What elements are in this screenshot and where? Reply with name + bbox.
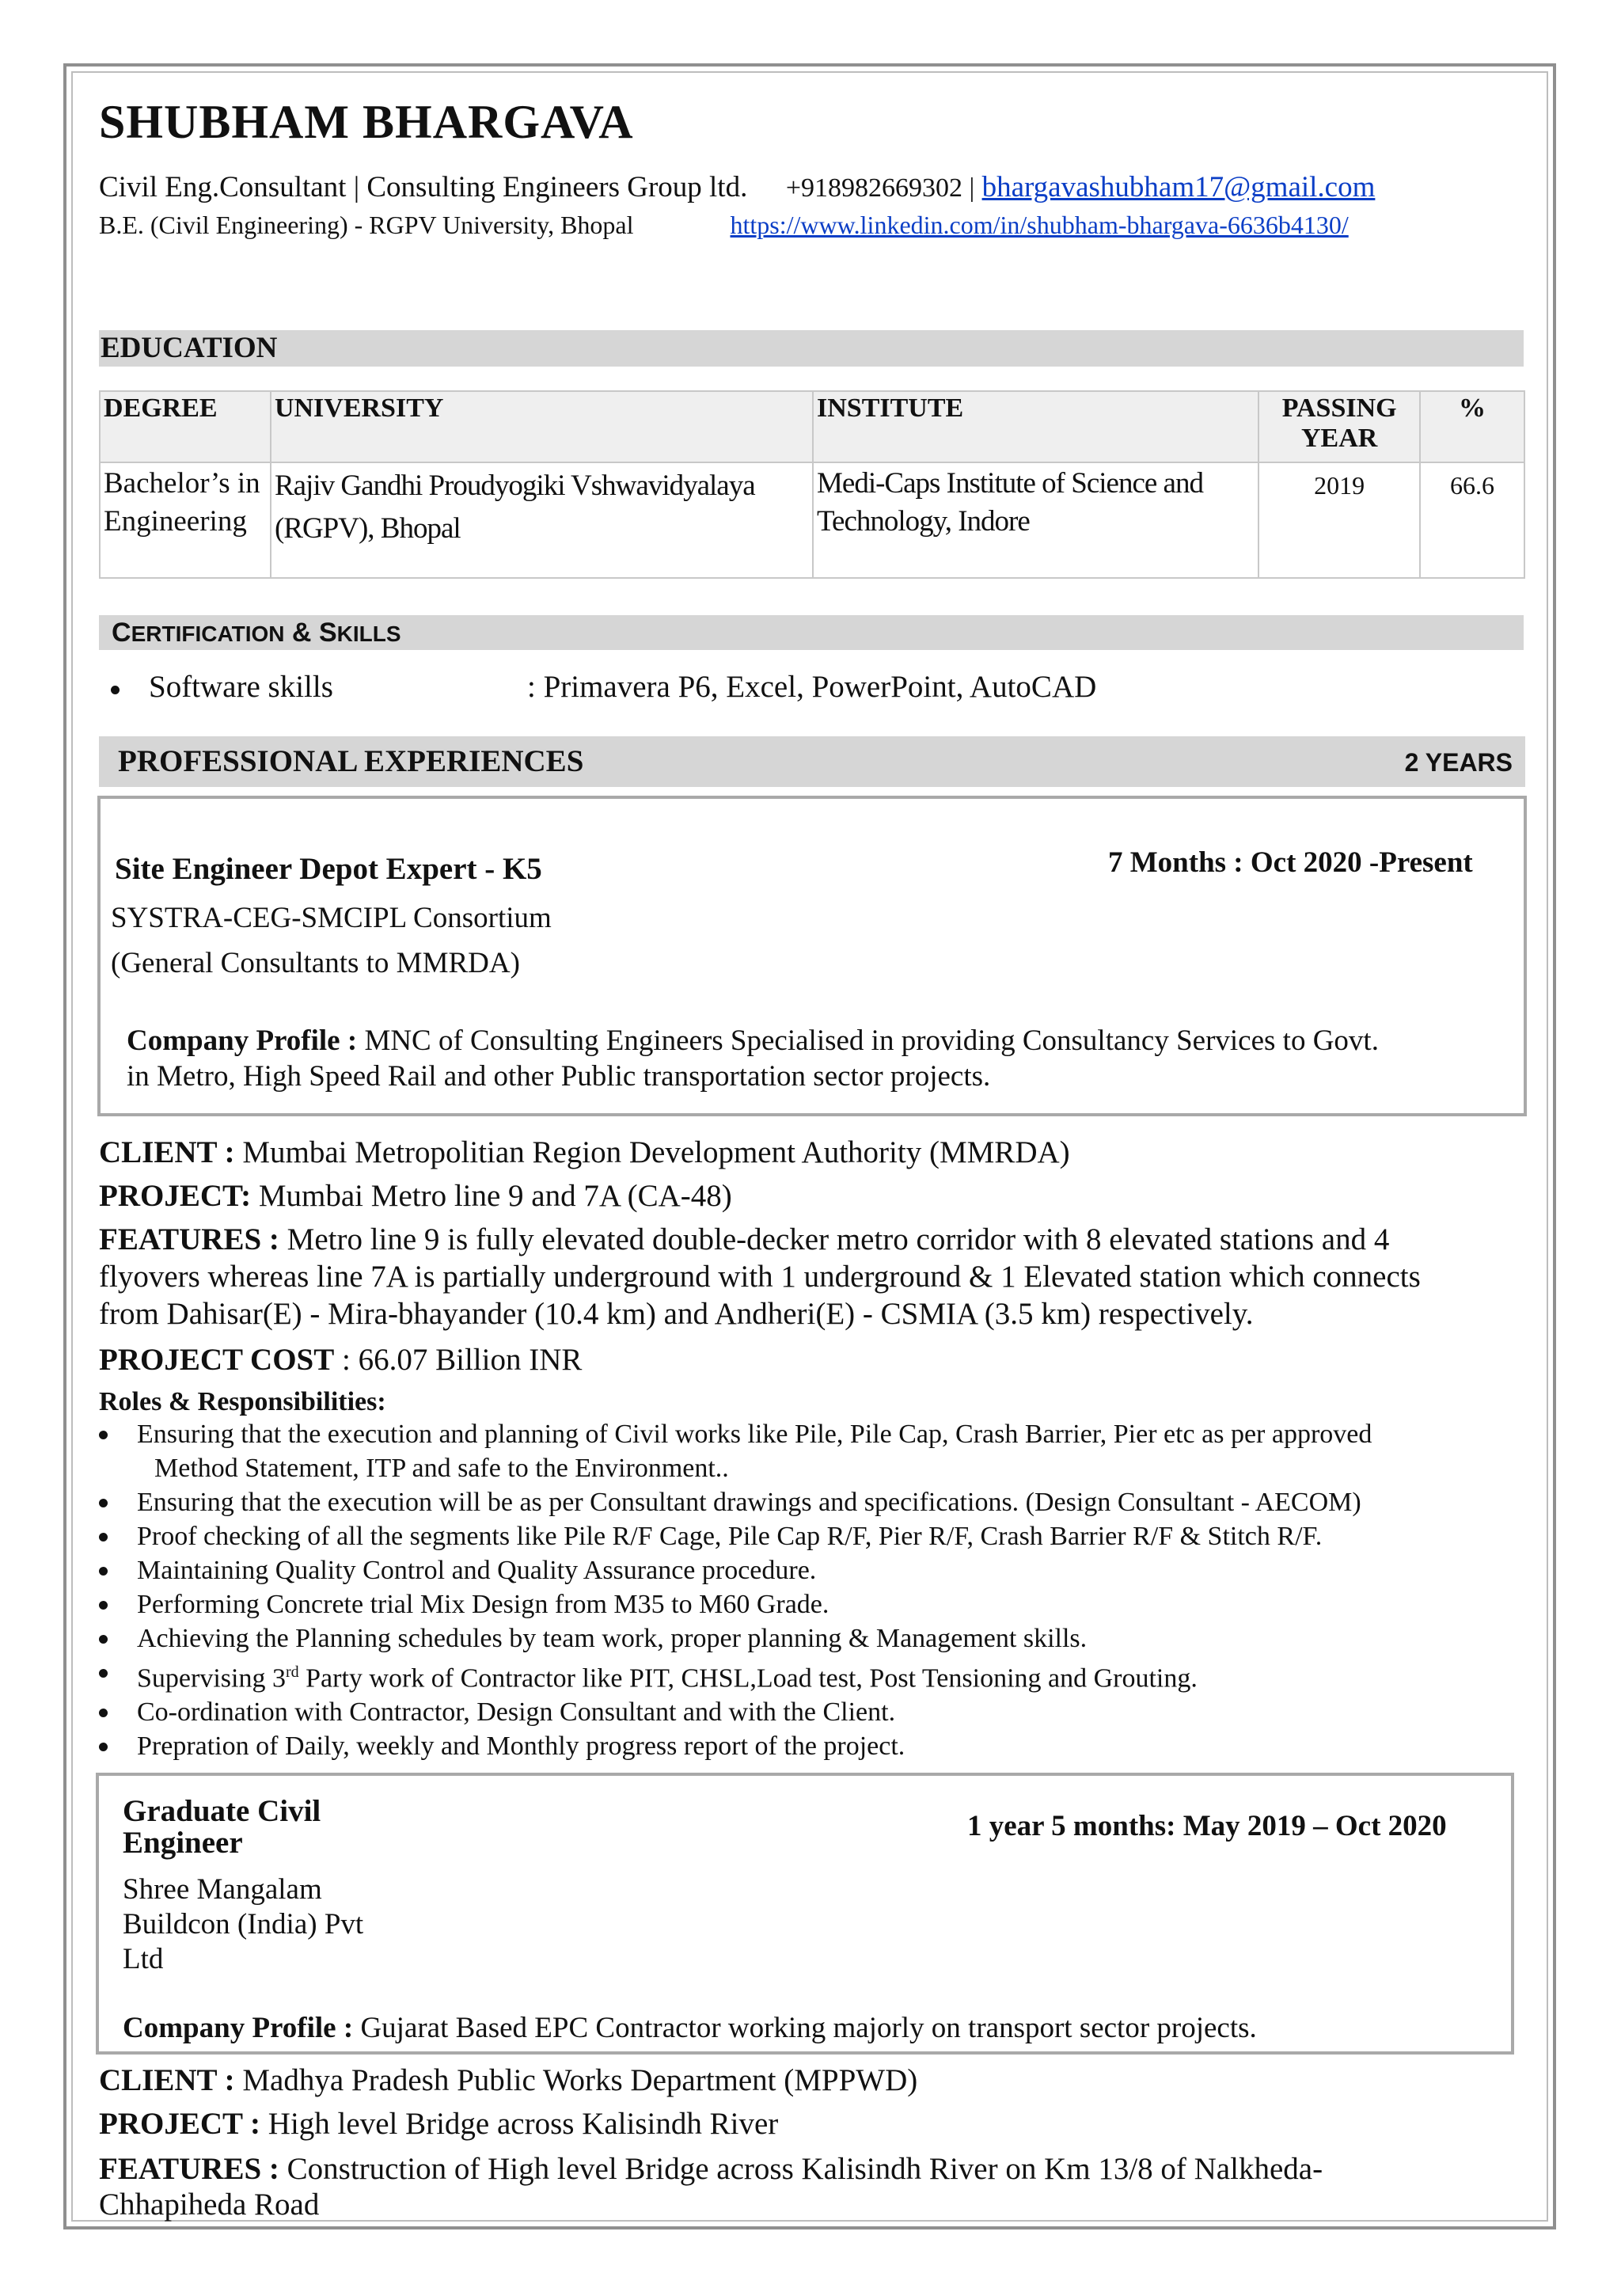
bullet-icon bbox=[99, 1743, 108, 1751]
skill-value: : Primavera P6, Excel, PowerPoint, AutoCAD bbox=[527, 670, 1097, 704]
linkedin-link[interactable]: https://www.linkedin.com/in/shubham-bhargava-6636b4130/ bbox=[730, 211, 1349, 239]
list-item: Proof checking of all the segments like Pile R/F Cage, Pile Cap R/F, Pier R/F, Crash Barrier R/F & Stitch R/F. bbox=[99, 1519, 1539, 1553]
job1-features-line3: from Dahisar(E) - Mira-bhayander (10.4 km) and Andheri(E) - CSMIA (3.5 km) respectively. bbox=[99, 1297, 1254, 1331]
job1-company-note: (General Consultants to MMRDA) bbox=[111, 947, 520, 979]
percent-cell: 66.6 bbox=[1420, 462, 1524, 578]
certification-section-bar bbox=[99, 615, 1524, 650]
skill-label: Software skills bbox=[149, 670, 333, 704]
list-item: Ensuring that the execution and planning of Civil works like Pile, Pile Cap, Crash Barrier, Pier etc as per approved Method Statement, ITP and safe to the Environment.. bbox=[99, 1417, 1539, 1485]
job1-cost: PROJECT COST : 66.07 Billion INR bbox=[99, 1343, 583, 1377]
job2-duration: 1 year 5 months: May 2019 – Oct 2020 bbox=[967, 1810, 1447, 1842]
bullet-icon bbox=[99, 1567, 108, 1576]
candidate-name: SHUBHAM BHARGAVA bbox=[99, 96, 634, 148]
institute-cell: Medi-Caps Institute of Science and Technology, Indore bbox=[813, 462, 1258, 578]
university-cell: Rajiv Gandhi Proudyogiki Vshwavidyalaya (RGPV), Bhopal bbox=[271, 462, 813, 578]
bullet-icon bbox=[111, 686, 120, 694]
bullet-icon bbox=[99, 1669, 108, 1678]
roles-title: Roles & Responsibilities: bbox=[99, 1387, 386, 1416]
list-item: Ensuring that the execution will be as per Consultant drawings and specifications. (Design Consultant - AECOM) bbox=[99, 1485, 1539, 1519]
list-item: Prepration of Daily, weekly and Monthly progress report of the project. bbox=[99, 1729, 1539, 1763]
email-link[interactable]: bhargavashubham17@gmail.com bbox=[981, 171, 1376, 203]
list-item: Performing Concrete trial Mix Design from M35 to M60 Grade. bbox=[99, 1587, 1539, 1621]
col-degree: DEGREE bbox=[100, 391, 271, 462]
role-company: Civil Eng.Consultant | Consulting Engineers Group ltd. bbox=[99, 171, 748, 203]
phone-number: +918982669302 | bbox=[785, 173, 975, 203]
education-section-bar bbox=[99, 330, 1524, 367]
table-row bbox=[100, 462, 1524, 578]
degree-summary: B.E. (Civil Engineering) - RGPV University, Bhopal bbox=[99, 211, 634, 239]
education-header-row bbox=[100, 391, 1524, 462]
job2-client: CLIENT : Madhya Pradesh Public Works Department (MPPWD) bbox=[99, 2063, 918, 2097]
bullet-icon bbox=[99, 1601, 108, 1610]
certification-title: CERTIFICATION & SKILLS bbox=[112, 618, 401, 648]
bullet-icon bbox=[99, 1635, 108, 1644]
job1-profile-line2: in Metro, High Speed Rail and other Public transportation sector projects. bbox=[127, 1060, 991, 1093]
col-university: UNIVERSITY bbox=[271, 391, 813, 462]
list-item: Maintaining Quality Control and Quality Assurance procedure. bbox=[99, 1553, 1539, 1587]
col-percent: % bbox=[1420, 391, 1524, 462]
experience-title: PROFESSIONAL EXPERIENCES bbox=[118, 744, 584, 778]
job1-features: FEATURES : Metro line 9 is fully elevated double-decker metro corridor with 8 elevated stations and 4 bbox=[99, 1222, 1390, 1256]
bullet-icon bbox=[99, 1499, 108, 1507]
job1-project: PROJECT: Mumbai Metro line 9 and 7A (CA-48) bbox=[99, 1179, 732, 1213]
col-institute: INSTITUTE bbox=[813, 391, 1258, 462]
experience-section-bar bbox=[99, 736, 1525, 787]
job2-features-line2: Chhapiheda Road bbox=[99, 2188, 320, 2222]
job1-profile: Company Profile : MNC of Consulting Engineers Specialised in providing Consultancy Services to Govt. bbox=[127, 1024, 1379, 1057]
job1-client: CLIENT : Mumbai Metropolitian Region Development Authority (MMRDA) bbox=[99, 1135, 1070, 1169]
job1-title: Site Engineer Depot Expert - K5 bbox=[115, 852, 542, 886]
job1-company: SYSTRA-CEG-SMCIPL Consortium bbox=[111, 902, 552, 934]
bullet-icon bbox=[99, 1431, 108, 1439]
job1-duration: 7 Months : Oct 2020 -Present bbox=[1108, 846, 1473, 879]
job1-features-line2: flyovers whereas line 7A is partially underground with 1 underground & 1 Elevated station which connects bbox=[99, 1260, 1421, 1294]
col-passing-year: PASSING YEAR bbox=[1258, 391, 1420, 462]
roles-list bbox=[99, 1417, 1539, 1763]
job2-title: Graduate Civil Engineer bbox=[123, 1794, 321, 1860]
experience-total: 2 YEARS bbox=[1404, 748, 1513, 777]
education-table bbox=[99, 390, 1525, 579]
job2-project: PROJECT : High level Bridge across Kalisindh River bbox=[99, 2107, 779, 2141]
list-item: Supervising 3rd Party work of Contractor like PIT, CHSL,Load test, Post Tensioning and Grouting. bbox=[99, 1655, 1539, 1695]
job2-features: FEATURES : Construction of High level Bridge across Kalisindh River on Km 13/8 of Nalkheda- bbox=[99, 2152, 1323, 2186]
list-item: Co-ordination with Contractor, Design Consultant and with the Client. bbox=[99, 1695, 1539, 1729]
year-cell: 2019 bbox=[1258, 462, 1420, 578]
education-title: EDUCATION bbox=[101, 332, 278, 364]
degree-line bbox=[99, 211, 1349, 240]
list-item: Achieving the Planning schedules by team work, proper planning & Management skills. bbox=[99, 1621, 1539, 1655]
bullet-icon bbox=[99, 1709, 108, 1717]
degree-cell: Bachelor’s in Engineering bbox=[100, 462, 271, 578]
skills-bullet bbox=[111, 669, 120, 705]
contact-line bbox=[99, 170, 1375, 204]
bullet-icon bbox=[99, 1533, 108, 1541]
job2-profile: Company Profile : Gujarat Based EPC Contractor working majorly on transport sector projects. bbox=[123, 2012, 1257, 2044]
job2-company: Shree Mangalam Buildcon (India) Pvt Ltd bbox=[123, 1873, 364, 1975]
